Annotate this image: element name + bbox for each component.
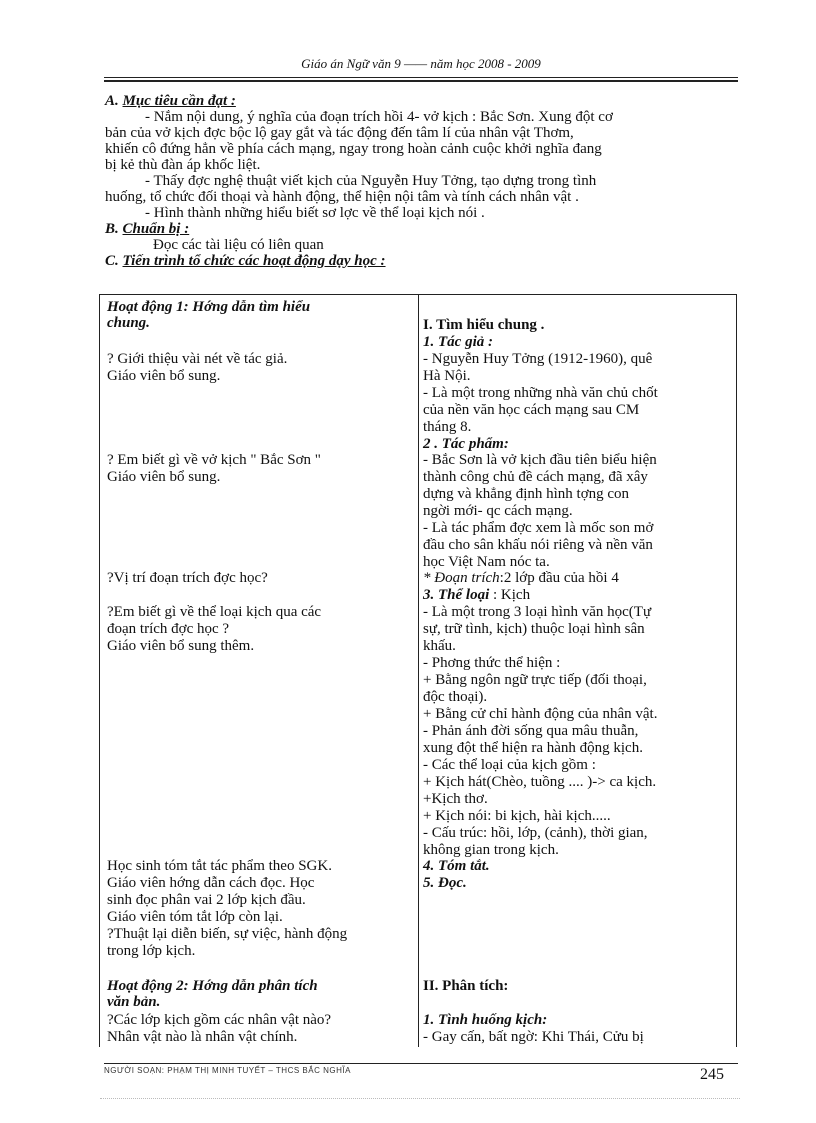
activity-2-title-line-2: văn bản.: [107, 994, 161, 1010]
subheading-work: 2 . Tác phẩm:: [423, 436, 509, 452]
content-line: thành công chủ đề cách mạng, đã xây: [423, 469, 648, 485]
question-characters: ?Các lớp kịch gồm các nhân vật nào?: [107, 1012, 332, 1028]
section-c-heading: [105, 253, 741, 269]
content-line: của nền văn học cách mạng sau CM: [423, 402, 640, 418]
objective-3: - Hình thành những hiểu biết sơ lợc về thể loại kịch nói .: [145, 205, 485, 221]
section-b-heading: [105, 221, 741, 237]
content-line: Hà Nội.: [423, 368, 471, 384]
activity-2-title-line-1: Hoạt động 2: Hớng dẫn phân tích: [107, 978, 318, 994]
objective-1-line-2: bản của vở kịch đợc bộc lộ gay gắt và tác động đến tâm lí của nhân vật Thơm,: [105, 125, 574, 141]
teacher-note-2: Giáo viên bổ sung.: [107, 469, 221, 485]
page-number: 245: [700, 1066, 724, 1083]
column-divider: [418, 295, 419, 1047]
objective-1-line-4: bị kẻ thù đàn áp khốc liệt.: [105, 157, 261, 173]
objective-1-line-3: khiến cô đứng hẳn về phía cách mạng, ngay trong hoàn cảnh cuộc khởi nghĩa đang: [105, 141, 602, 157]
question-excerpt-position: ?Vị trí đoạn trích đợc học?: [107, 570, 268, 586]
content-line: +Kịch thơ.: [423, 791, 488, 807]
question-work: ? Em biết gì về vở kịch " Bắc Sơn ": [107, 452, 321, 468]
student-task-1: Học sinh tóm tắt tác phẩm theo SGK.: [107, 858, 332, 874]
excerpt-label: * Đoạn trích: [423, 570, 500, 586]
content-line: dựng và khẳng định hình tợng con: [423, 486, 630, 502]
question-author: ? Giới thiệu vài nét về tác giả.: [107, 351, 288, 367]
page-header-title: Giáo án Ngữ văn 9 —— năm học 2008 - 2009: [301, 56, 541, 71]
subheading-situation: 1. Tình huống kịch:: [423, 1012, 548, 1028]
content-line: - Phơng thức thể hiện :: [423, 655, 561, 671]
content-line: - Là tác phẩm đợc xem là mốc son mở: [423, 520, 654, 536]
section-c-title: Tiến trình tổ chức các hoạt động dạy học :: [122, 253, 386, 269]
part-1-heading: I. Tìm hiểu chung .: [423, 317, 545, 333]
student-task-2: Giáo viên hớng dẫn cách đọc. Học: [107, 875, 315, 891]
student-task-4: Giáo viên tóm tắt lớp còn lại.: [107, 909, 283, 925]
content-line: - Bắc Sơn là vở kịch đầu tiên biểu hiện: [423, 452, 657, 468]
content-line: + Kịch nói: bi kịch, hài kịch.....: [423, 808, 611, 824]
objective-1-line-1: - Nắm nội dung, ý nghĩa của đoạn trích hồi 4- vở kịch : Bắc Sơn. Xung đột cơ: [145, 109, 613, 125]
content-line: sự, trữ tình, kịch) thuộc loại hình sân: [423, 621, 645, 637]
content-line: + Bằng ngôn ngữ trực tiếp (đối thoại,: [423, 672, 647, 688]
question-genre-line-1: ?Em biết gì về thể loại kịch qua các: [107, 604, 322, 620]
student-task-6: trong lớp kịch.: [107, 943, 196, 959]
section-a-label: A.: [105, 93, 119, 109]
content-line: - Là một trong những nhà văn chủ chốt: [423, 385, 658, 401]
content-line: + Kịch hát(Chèo, tuồng .... )-> ca kịch.: [423, 774, 657, 790]
content-line: - Gay cấn, bất ngờ: Khi Thái, Cửu bị: [423, 1029, 644, 1045]
section-a-heading: [105, 93, 741, 109]
subheading-summary: 4. Tóm tắt.: [423, 858, 490, 874]
part-2-heading: II. Phân tích:: [423, 978, 509, 994]
teacher-note-3: Giáo viên bổ sung thêm.: [107, 638, 255, 654]
section-c-label: C.: [105, 253, 119, 269]
content-line: khấu.: [423, 638, 456, 654]
genre-value: : Kịch: [493, 587, 531, 603]
header-rule-thick: [104, 80, 738, 82]
excerpt-value: :2 lớp đầu của hồi 4: [499, 570, 619, 586]
content-line: học Việt Nam nóc ta.: [423, 554, 550, 570]
activity-1-title-line-2: chung.: [107, 315, 150, 331]
objective-2-line-1: - Thấy đợc nghệ thuật viết kịch của Nguyễn Huy Tởng, tạo dựng trong tình: [145, 173, 597, 189]
header-rule: [104, 77, 738, 78]
subheading-reading: 5. Đọc.: [423, 875, 467, 891]
excerpt-line: [423, 570, 733, 587]
content-line: độc thoại).: [423, 689, 488, 705]
content-line: ngời mới- qc cách mạng.: [423, 503, 573, 519]
content-line: - Các thể loại của kịch gồm :: [423, 757, 596, 773]
footer-author: NGƯỜI SOẠN: PHẠM THỊ MINH TUYẾT – THCS BẮC NGHĨA: [104, 1066, 351, 1075]
lesson-objectives: [105, 93, 741, 269]
content-line: - Nguyễn Huy Tởng (1912-1960), quê: [423, 351, 653, 367]
content-line: - Phản ánh đời sống qua mâu thuẫn,: [423, 723, 639, 739]
section-b-label: B.: [105, 221, 119, 237]
content-line: - Là một trong 3 loại hình văn học(Tự: [423, 604, 652, 620]
objective-2-line-2: huống, tổ chức đối thoại và hành động, thể hiện nội tâm và tính cách nhân vật .: [105, 189, 579, 205]
genre-line: [423, 587, 733, 604]
preparation-item: Đọc các tài liệu có liên quan: [153, 237, 324, 253]
lesson-activity-table: [99, 294, 737, 1047]
content-line: đầu cho sân khấu nói riêng và nền văn: [423, 537, 653, 553]
question-main-character: Nhân vật nào là nhân vật chính.: [107, 1029, 298, 1045]
footer-rule: [104, 1063, 738, 1064]
subheading-genre: 3. Thể loại: [423, 587, 490, 603]
content-line: không gian trong kịch.: [423, 842, 559, 858]
teacher-note-1: Giáo viên bổ sung.: [107, 368, 221, 384]
student-task-5: ?Thuật lại diễn biến, sự việc, hành động: [107, 926, 348, 942]
activity-1-title-line-1: Hoạt động 1: Hớng dẫn tìm hiểu: [107, 299, 311, 315]
content-line: xung đột thể hiện ra hành động kịch.: [423, 740, 643, 756]
student-task-3: sinh đọc phân vai 2 lớp kịch đầu.: [107, 892, 306, 908]
section-a-title: Mục tiêu cần đạt :: [122, 93, 236, 109]
question-genre-line-2: đoạn trích đợc học ?: [107, 621, 230, 637]
content-line: + Bằng cử chỉ hành động của nhân vật.: [423, 706, 658, 722]
subheading-author: 1. Tác giả :: [423, 334, 493, 350]
section-b-title: Chuẩn bị :: [122, 221, 190, 237]
content-line: - Cấu trúc: hồi, lớp, (cảnh), thời gian,: [423, 825, 648, 841]
page-bottom-edge: [100, 1098, 740, 1099]
content-line: tháng 8.: [423, 419, 472, 435]
